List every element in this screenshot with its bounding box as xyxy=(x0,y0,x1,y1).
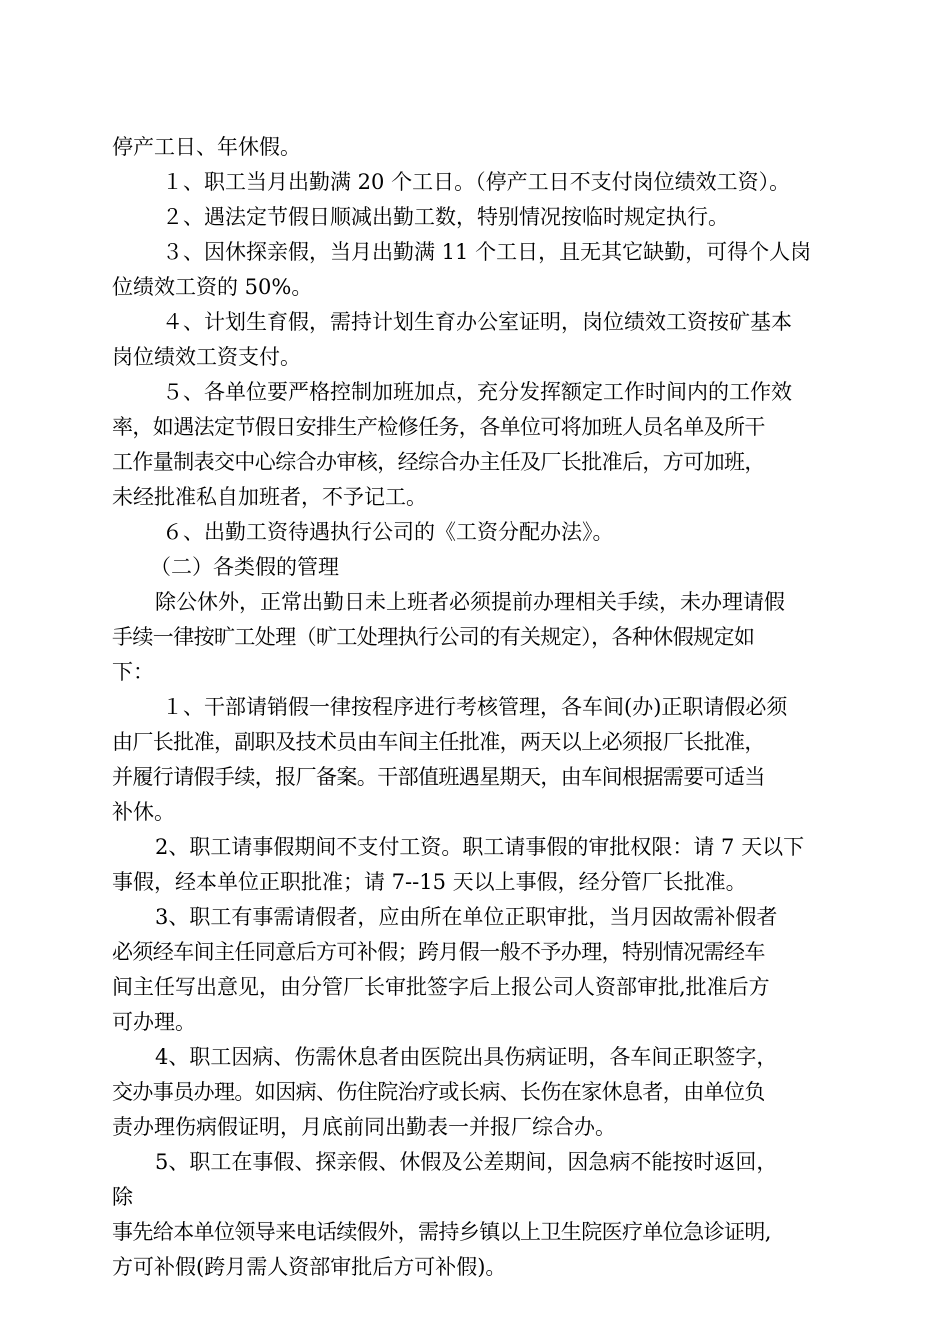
text-line: 责办理伤病假证明，月底前同出勤表一并报厂综合办。 xyxy=(112,1115,616,1139)
text-line: 交办事员办理。如因病、伤住院治疗或长病、长伤在家休息者，由单位负 xyxy=(112,1080,765,1104)
text-line: 工作量制表交中心综合办审核，经综合办主任及厂长批准后，方可加班， xyxy=(112,450,765,474)
text-line: 下： xyxy=(112,660,154,684)
text-line: 3、职工有事需请假者，应由所在单位正职审批，当月因故需补假者 xyxy=(155,905,778,929)
text-line: ４、计划生育假，需持计划生育办公室证明，岗位绩效工资按矿基本 xyxy=(162,310,792,334)
text-line: 未经批准私自加班者，不予记工。 xyxy=(112,485,427,509)
text-line: 5、职工在事假、探亲假、休假及公差期间，因急病不能按时返回， xyxy=(155,1150,778,1174)
text-line: 除 xyxy=(112,1185,133,1209)
text-line: ５、各单位要严格控制加班加点，充分发挥额定工作时间内的工作效 xyxy=(162,380,792,404)
section-heading: （二）各类假的管理 xyxy=(150,555,339,579)
text-line: 事假，经本单位正职批准；请 7--15 天以上事假，经分管厂长批准。 xyxy=(112,870,747,894)
text-line: 方可补假(跨月需人资部审批后方可补假)。 xyxy=(112,1255,507,1279)
text-line: 4、职工因病、伤需休息者由医院出具伤病证明，各车间正职签字， xyxy=(155,1045,778,1069)
text-line: ３、因休探亲假，当月出勤满 11 个工日，且无其它缺勤，可得个人岗 xyxy=(162,240,812,264)
text-line: 停产工日、年休假。 xyxy=(112,135,301,159)
text-line: ２、遇法定节假日顺减出勤工数，特别情况按临时规定执行。 xyxy=(162,205,729,229)
text-line: 2、职工请事假期间不支付工资。职工请事假的审批权限：请 7 天以下 xyxy=(155,835,805,859)
text-line: 位绩效工资的 50%。 xyxy=(112,275,313,299)
text-line: 间主任写出意见，由分管厂长审批签字后上报公司人资部审批,批准后方 xyxy=(112,975,770,999)
text-line: ６、出勤工资待遇执行公司的《工资分配办法》。 xyxy=(162,520,614,544)
text-line: 由厂长批准，副职及技术员由车间主任批准，两天以上必须报厂长批准， xyxy=(112,730,765,754)
text-line: １、职工当月出勤满 20 个工日。（停产工日不支付岗位绩效工资）。 xyxy=(162,170,791,194)
text-line: 岗位绩效工资支付。 xyxy=(112,345,301,369)
text-line: 率，如遇法定节假日安排生产检修任务，各单位可将加班人员名单及所干 xyxy=(112,415,765,439)
text-line: 手续一律按旷工处理（旷工处理执行公司的有关规定），各种休假规定如 xyxy=(112,625,755,649)
text-line: 除公休外，正常出勤日未上班者必须提前办理相关手续，未办理请假 xyxy=(155,590,785,614)
text-line: 补休。 xyxy=(112,800,175,824)
text-line: 事先给本单位领导来电话续假外，需持乡镇以上卫生院医疗单位急诊证明, xyxy=(112,1220,771,1244)
text-line: 必须经车间主任同意后方可补假；跨月假一般不予办理，特别情况需经车 xyxy=(112,940,765,964)
text-line: 可办理。 xyxy=(112,1010,196,1034)
text-line: １、干部请销假一律按程序进行考核管理，各车间(办)正职请假必须 xyxy=(162,695,788,719)
text-line: 并履行请假手续，报厂备案。干部值班遇星期天，由车间根据需要可适当 xyxy=(112,765,765,789)
